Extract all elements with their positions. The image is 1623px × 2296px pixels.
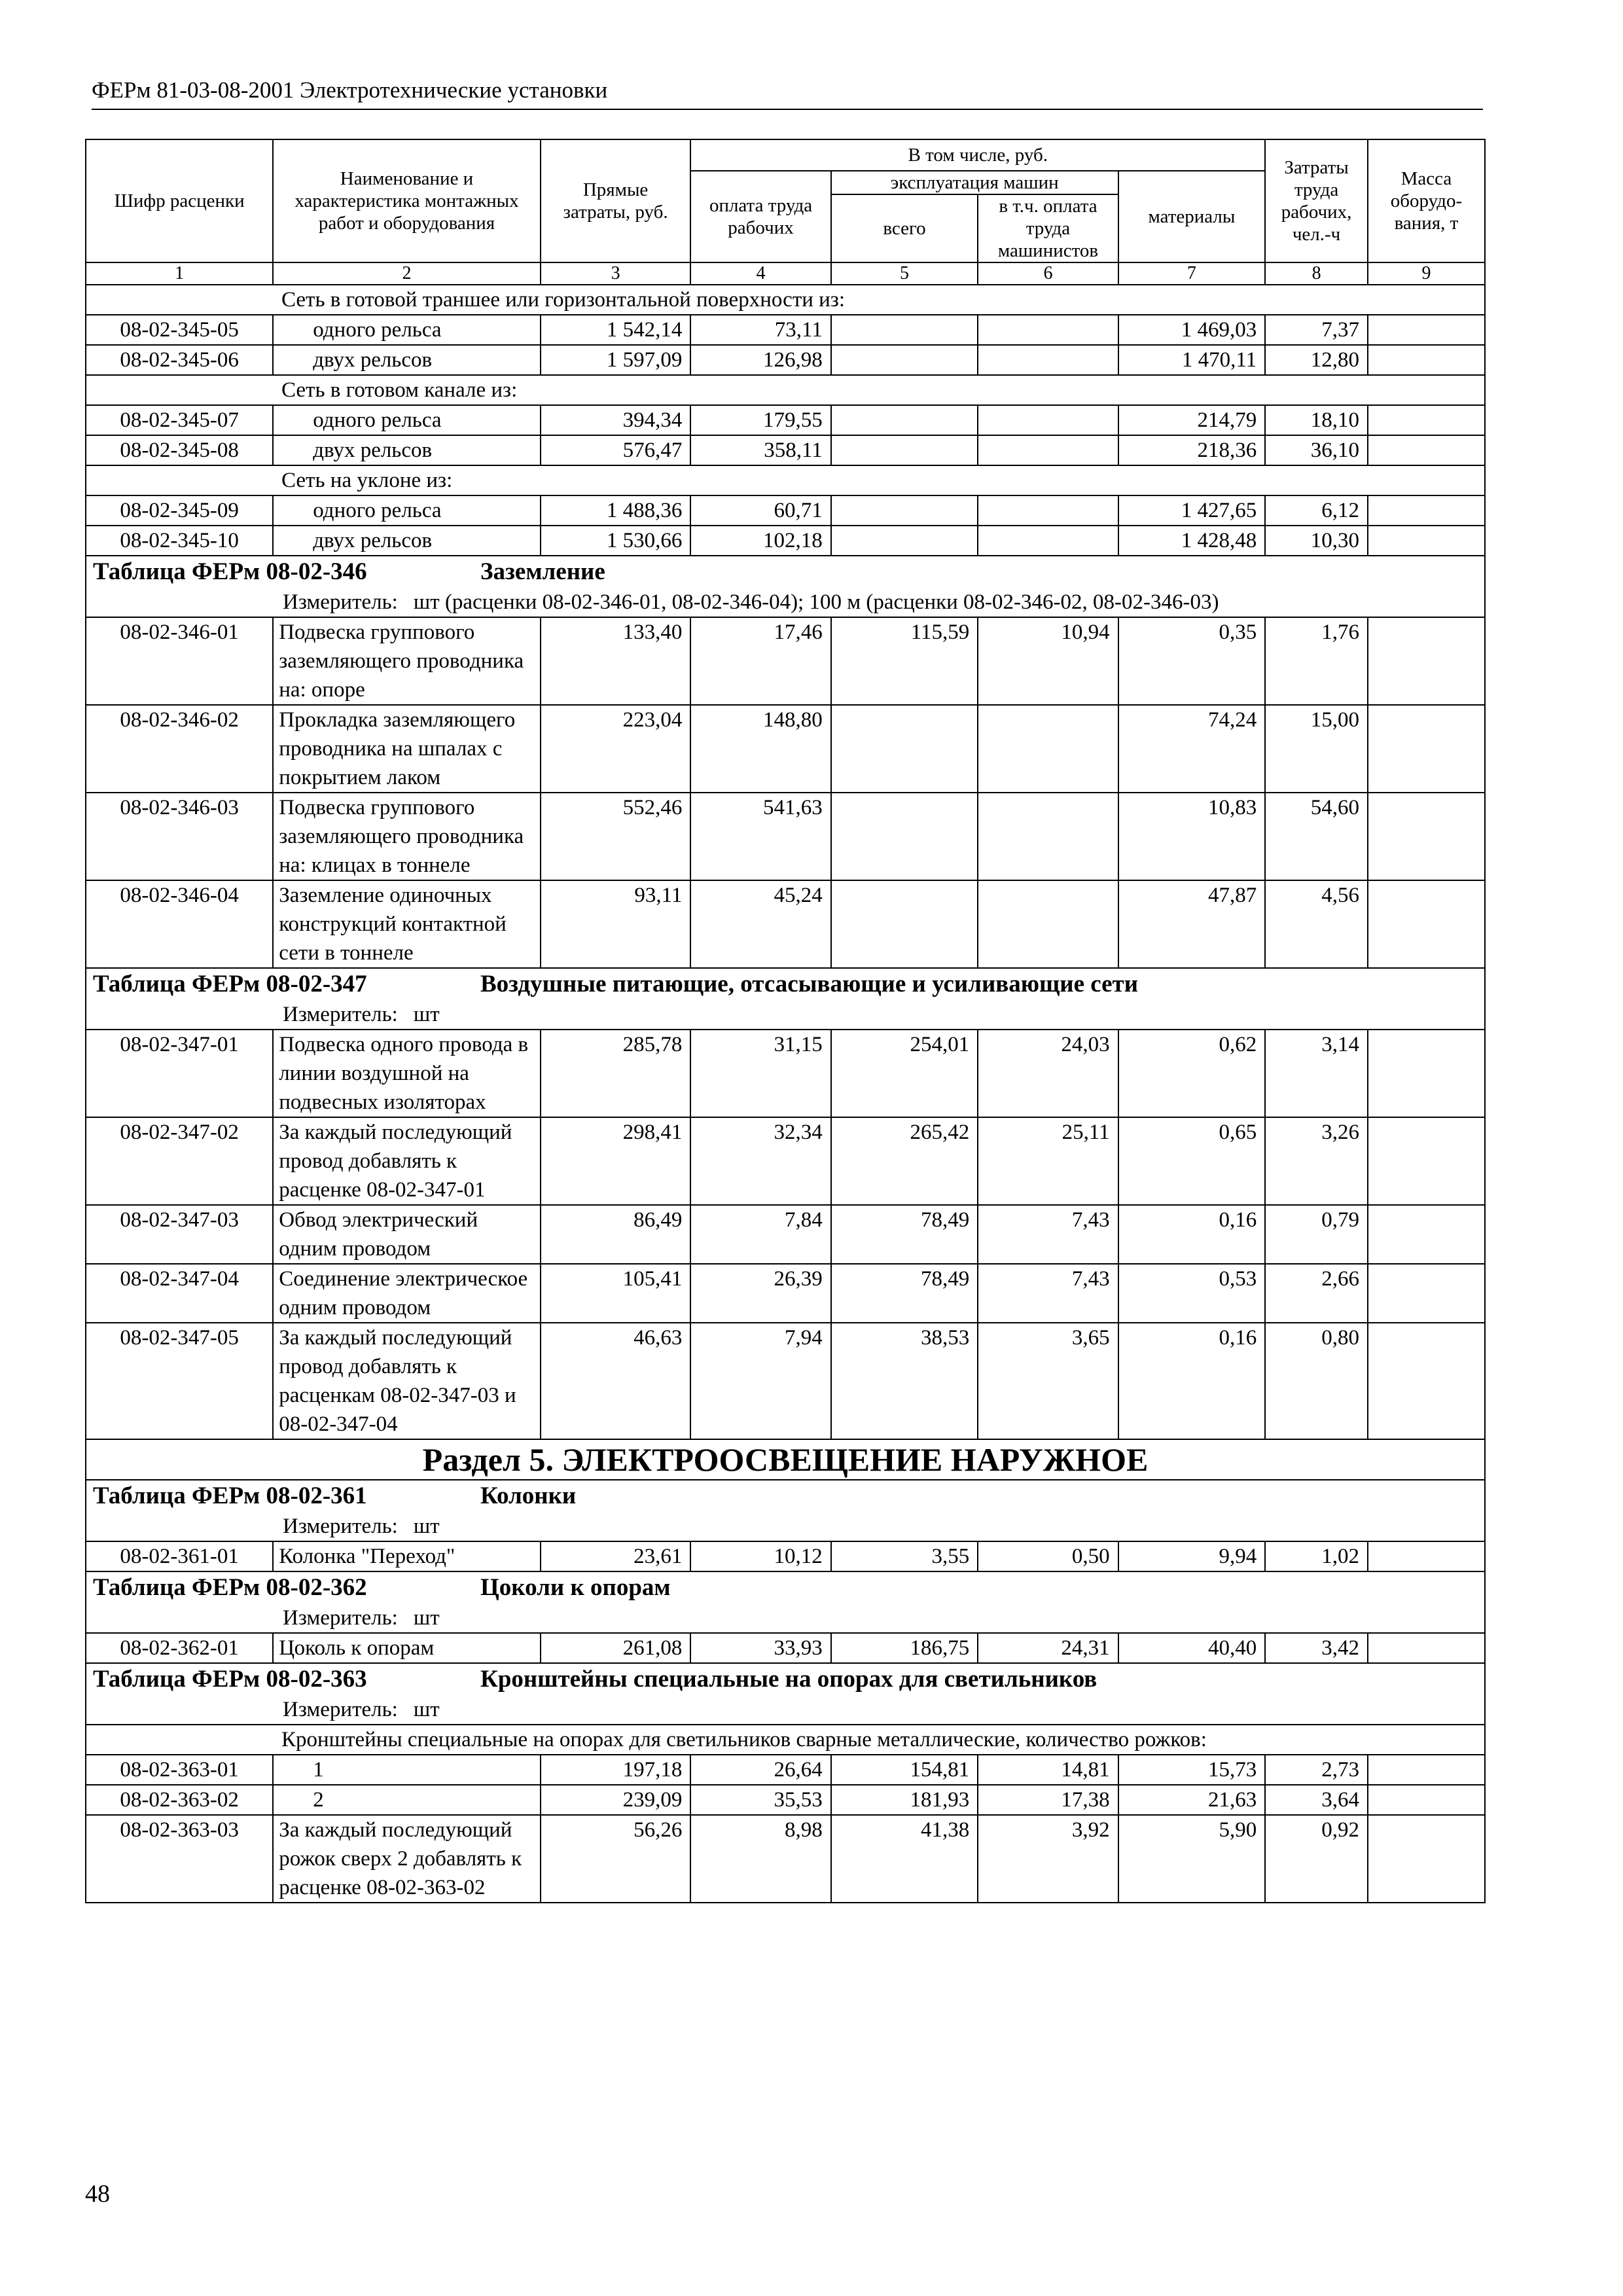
labor-cost: 26,39: [690, 1264, 830, 1323]
unit-line: [90, 1604, 1480, 1632]
unit-line: [90, 1000, 1480, 1029]
equipment-mass: [1368, 793, 1485, 880]
equipment-mass: [1368, 1205, 1485, 1264]
labor-cost: 7,84: [690, 1205, 830, 1264]
col-num: 1: [86, 262, 273, 285]
table-row: [86, 1755, 1485, 1785]
labor-hours: 18,10: [1265, 405, 1368, 435]
labor-hours: 0,79: [1265, 1205, 1368, 1264]
unit-label: Измеритель:: [283, 590, 398, 614]
equipment-mass: [1368, 345, 1485, 375]
labor-cost: 358,11: [690, 435, 830, 465]
rate-code: 08-02-347-04: [86, 1264, 273, 1323]
rate-name: двух рельсов: [273, 435, 541, 465]
group-label: Сеть в готовом канале из:: [86, 375, 1485, 405]
rate-name: За каждый последующий провод добавлять к расценке 08-02-347-01: [273, 1117, 541, 1205]
labor-cost: 179,55: [690, 405, 830, 435]
direct-cost: 56,26: [541, 1815, 691, 1903]
col-header-materials: материалы: [1118, 171, 1266, 262]
machine-total: 186,75: [831, 1633, 978, 1663]
rate-code: 08-02-345-06: [86, 345, 273, 375]
materials-cost: 10,83: [1118, 793, 1266, 880]
materials-cost: 0,16: [1118, 1323, 1266, 1439]
group-row: [86, 285, 1485, 315]
equipment-mass: [1368, 1785, 1485, 1815]
group-label: Кронштейны специальные на опорах для светильников сварные металлические, количество рожков:: [86, 1725, 1485, 1755]
equipment-mass: [1368, 880, 1485, 968]
col-header-labor-hours: Затраты труда рабочих, чел.-ч: [1265, 139, 1368, 262]
col-num: 9: [1368, 262, 1485, 285]
materials-cost: 0,53: [1118, 1264, 1266, 1323]
direct-cost: 394,34: [541, 405, 691, 435]
table-heading-row: [86, 556, 1485, 617]
column-numbers-row: [86, 262, 1485, 285]
group-label: Сеть в готовой траншее или горизонтальной поверхности из:: [86, 285, 1485, 315]
machine-total: [831, 705, 978, 793]
col-num: 8: [1265, 262, 1368, 285]
unit-label: Измеритель:: [283, 1698, 398, 1721]
operator-cost: 3,92: [978, 1815, 1118, 1903]
unit-label: Измеритель:: [283, 1003, 398, 1026]
rate-name: Заземление одиночных конструкций контактной сети в тоннеле: [273, 880, 541, 968]
materials-cost: 0,35: [1118, 617, 1266, 705]
table-row: [86, 345, 1485, 375]
direct-cost: 197,18: [541, 1755, 691, 1785]
table-row: [86, 1323, 1485, 1439]
page-header: ФЕРм 81-03-08-2001 Электротехнические установки: [92, 77, 1483, 110]
machine-total: 78,49: [831, 1264, 978, 1323]
rate-code: 08-02-345-08: [86, 435, 273, 465]
unit-value: шт: [413, 1698, 440, 1721]
direct-cost: 1 530,66: [541, 526, 691, 556]
direct-cost: 576,47: [541, 435, 691, 465]
equipment-mass: [1368, 1815, 1485, 1903]
equipment-mass: [1368, 1541, 1485, 1571]
rate-code: 08-02-363-01: [86, 1755, 273, 1785]
materials-cost: 1 470,11: [1118, 345, 1266, 375]
operator-cost: [978, 793, 1118, 880]
table-name: Заземление: [480, 558, 605, 585]
rate-name: 1: [273, 1755, 541, 1785]
direct-cost: 239,09: [541, 1785, 691, 1815]
labor-hours: 0,80: [1265, 1323, 1368, 1439]
operator-cost: [978, 880, 1118, 968]
rate-name: одного рельса: [273, 495, 541, 526]
operator-cost: [978, 495, 1118, 526]
table-name: Кронштейны специальные на опорах для светильников: [480, 1666, 1097, 1693]
rate-name: Обвод электрический одним проводом: [273, 1205, 541, 1264]
materials-cost: 218,36: [1118, 435, 1266, 465]
labor-hours: 1,76: [1265, 617, 1368, 705]
rate-code: 08-02-345-09: [86, 495, 273, 526]
table-row: [86, 1117, 1485, 1205]
machine-total: [831, 345, 978, 375]
col-header-operators: в т.ч. оплата труда машинистов: [978, 194, 1118, 262]
operator-cost: 7,43: [978, 1205, 1118, 1264]
table-name: Воздушные питающие, отсасывающие и усиливающие сети: [480, 971, 1139, 997]
materials-cost: 1 428,48: [1118, 526, 1266, 556]
unit-value: шт (расценки 08-02-346-01, 08-02-346-04); 100 м (расценки 08-02-346-02, 08-02-346-03): [413, 590, 1219, 614]
table-row: [86, 617, 1485, 705]
table-heading-row: [86, 968, 1485, 1030]
labor-cost: 32,34: [690, 1117, 830, 1205]
materials-cost: 0,62: [1118, 1030, 1266, 1117]
operator-cost: 10,94: [978, 617, 1118, 705]
equipment-mass: [1368, 405, 1485, 435]
col-num: 7: [1118, 262, 1266, 285]
equipment-mass: [1368, 1755, 1485, 1785]
operator-cost: 25,11: [978, 1117, 1118, 1205]
labor-hours: 4,56: [1265, 880, 1368, 968]
operator-cost: 7,43: [978, 1264, 1118, 1323]
rate-name: двух рельсов: [273, 526, 541, 556]
operator-cost: 14,81: [978, 1755, 1118, 1785]
labor-cost: 17,46: [690, 617, 830, 705]
equipment-mass: [1368, 705, 1485, 793]
table-title: [90, 556, 1480, 588]
labor-cost: 10,12: [690, 1541, 830, 1571]
table-row: [86, 405, 1485, 435]
labor-hours: 36,10: [1265, 435, 1368, 465]
equipment-mass: [1368, 315, 1485, 345]
table-row: [86, 1205, 1485, 1264]
labor-cost: 45,24: [690, 880, 830, 968]
equipment-mass: [1368, 1323, 1485, 1439]
materials-cost: 15,73: [1118, 1755, 1266, 1785]
col-header-direct: Прямые затраты, руб.: [541, 139, 691, 262]
group-label: Сеть на уклоне из:: [86, 465, 1485, 495]
operator-cost: [978, 705, 1118, 793]
unit-line: [90, 1512, 1480, 1541]
table-label: Таблица ФЕРм 08-02-347: [93, 971, 367, 997]
materials-cost: 5,90: [1118, 1815, 1266, 1903]
labor-hours: 0,92: [1265, 1815, 1368, 1903]
materials-cost: 1 469,03: [1118, 315, 1266, 345]
group-row: [86, 1725, 1485, 1755]
direct-cost: 1 488,36: [541, 495, 691, 526]
rate-code: 08-02-347-03: [86, 1205, 273, 1264]
machine-total: [831, 526, 978, 556]
machine-total: 78,49: [831, 1205, 978, 1264]
rate-name: Соединение электрическое одним проводом: [273, 1264, 541, 1323]
labor-cost: 35,53: [690, 1785, 830, 1815]
operator-cost: 17,38: [978, 1785, 1118, 1815]
col-header-mass: Масса оборудо-вания, т: [1368, 139, 1485, 262]
table-label: Таблица ФЕРм 08-02-361: [93, 1482, 367, 1509]
operator-cost: 24,03: [978, 1030, 1118, 1117]
direct-cost: 105,41: [541, 1264, 691, 1323]
rate-code: 08-02-346-03: [86, 793, 273, 880]
equipment-mass: [1368, 617, 1485, 705]
rate-code: 08-02-346-04: [86, 880, 273, 968]
operator-cost: 0,50: [978, 1541, 1118, 1571]
materials-cost: 214,79: [1118, 405, 1266, 435]
col-header-machines: эксплуатация машин: [831, 171, 1118, 194]
machine-total: 181,93: [831, 1785, 978, 1815]
labor-cost: 26,64: [690, 1755, 830, 1785]
machine-total: [831, 435, 978, 465]
direct-cost: 93,11: [541, 880, 691, 968]
table-row: [86, 526, 1485, 556]
machine-total: 254,01: [831, 1030, 978, 1117]
rate-code: 08-02-363-02: [86, 1785, 273, 1815]
table-row: [86, 315, 1485, 345]
table-row: [86, 1541, 1485, 1571]
labor-hours: 6,12: [1265, 495, 1368, 526]
col-num: 2: [273, 262, 541, 285]
labor-hours: 15,00: [1265, 705, 1368, 793]
rate-code: 08-02-361-01: [86, 1541, 273, 1571]
labor-hours: 2,73: [1265, 1755, 1368, 1785]
col-num: 6: [978, 262, 1118, 285]
direct-cost: 1 542,14: [541, 315, 691, 345]
machine-total: 41,38: [831, 1815, 978, 1903]
rate-name: одного рельса: [273, 315, 541, 345]
rate-code: 08-02-345-07: [86, 405, 273, 435]
labor-cost: 7,94: [690, 1323, 830, 1439]
rate-name: За каждый последующий рожок сверх 2 добавлять к расценке 08-02-363-02: [273, 1815, 541, 1903]
direct-cost: 298,41: [541, 1117, 691, 1205]
unit-label: Измеритель:: [283, 1606, 398, 1630]
rate-name: Цоколь к опорам: [273, 1633, 541, 1663]
labor-hours: 12,80: [1265, 345, 1368, 375]
page-number: 48: [85, 2180, 110, 2208]
price-table: [85, 139, 1486, 1903]
labor-cost: 102,18: [690, 526, 830, 556]
section-heading-row: [86, 1439, 1485, 1480]
materials-cost: 0,16: [1118, 1205, 1266, 1264]
rate-name: За каждый последующий провод добавлять к расценкам 08-02-347-03 и 08-02-347-04: [273, 1323, 541, 1439]
unit-line: [90, 1695, 1480, 1724]
labor-cost: 126,98: [690, 345, 830, 375]
operator-cost: [978, 315, 1118, 345]
table-row: [86, 705, 1485, 793]
machine-total: [831, 405, 978, 435]
materials-cost: 47,87: [1118, 880, 1266, 968]
labor-cost: 60,71: [690, 495, 830, 526]
rate-name: Прокладка заземляющего проводника на шпалах с покрытием лаком: [273, 705, 541, 793]
labor-hours: 7,37: [1265, 315, 1368, 345]
equipment-mass: [1368, 1117, 1485, 1205]
materials-cost: 9,94: [1118, 1541, 1266, 1571]
rate-code: 08-02-345-05: [86, 315, 273, 345]
col-num: 4: [690, 262, 830, 285]
direct-cost: 46,63: [541, 1323, 691, 1439]
materials-cost: 0,65: [1118, 1117, 1266, 1205]
labor-cost: 33,93: [690, 1633, 830, 1663]
rate-code: 08-02-347-01: [86, 1030, 273, 1117]
unit-value: шт: [413, 1606, 440, 1630]
table-row: [86, 1633, 1485, 1663]
table-label: Таблица ФЕРм 08-02-363: [93, 1666, 367, 1693]
unit-line: [90, 588, 1480, 617]
table-name: Цоколи к опорам: [480, 1574, 671, 1601]
machine-total: [831, 495, 978, 526]
machine-total: [831, 793, 978, 880]
equipment-mass: [1368, 435, 1485, 465]
materials-cost: 40,40: [1118, 1633, 1266, 1663]
rate-name: Подвеска одного провода в линии воздушной на подвесных изоляторах: [273, 1030, 541, 1117]
table-label: Таблица ФЕРм 08-02-346: [93, 558, 367, 585]
group-row: [86, 465, 1485, 495]
labor-cost: 541,63: [690, 793, 830, 880]
table-title: [90, 1572, 1480, 1604]
rate-code: 08-02-362-01: [86, 1633, 273, 1663]
operator-cost: 24,31: [978, 1633, 1118, 1663]
table-row: [86, 435, 1485, 465]
machine-total: 3,55: [831, 1541, 978, 1571]
table-row: [86, 880, 1485, 968]
section-title: Раздел 5. ЭЛЕКТРООСВЕЩЕНИЕ НАРУЖНОЕ: [86, 1439, 1485, 1480]
rate-name: двух рельсов: [273, 345, 541, 375]
operator-cost: 3,65: [978, 1323, 1118, 1439]
direct-cost: 223,04: [541, 705, 691, 793]
rate-name: Колонка "Переход": [273, 1541, 541, 1571]
table-heading-row: [86, 1480, 1485, 1541]
col-header-code: Шифр расценки: [86, 139, 273, 262]
labor-hours: 3,42: [1265, 1633, 1368, 1663]
table-row: [86, 1815, 1485, 1903]
rate-code: 08-02-347-05: [86, 1323, 273, 1439]
table-row: [86, 1030, 1485, 1117]
labor-cost: 73,11: [690, 315, 830, 345]
labor-hours: 3,26: [1265, 1117, 1368, 1205]
col-header-labor: оплата труда рабочих: [690, 171, 830, 262]
labor-hours: 54,60: [1265, 793, 1368, 880]
unit-value: шт: [413, 1515, 440, 1538]
operator-cost: [978, 405, 1118, 435]
labor-hours: 2,66: [1265, 1264, 1368, 1323]
table-row: [86, 1264, 1485, 1323]
rate-code: 08-02-363-03: [86, 1815, 273, 1903]
machine-total: 38,53: [831, 1323, 978, 1439]
rate-name: Подвеска группового заземляющего проводника на: клицах в тоннеле: [273, 793, 541, 880]
direct-cost: 552,46: [541, 793, 691, 880]
materials-cost: 1 427,65: [1118, 495, 1266, 526]
direct-cost: 133,40: [541, 617, 691, 705]
table-row: [86, 793, 1485, 880]
unit-label: Измеритель:: [283, 1515, 398, 1538]
direct-cost: 1 597,09: [541, 345, 691, 375]
labor-cost: 31,15: [690, 1030, 830, 1117]
rate-code: 08-02-346-02: [86, 705, 273, 793]
labor-hours: 10,30: [1265, 526, 1368, 556]
unit-value: шт: [413, 1003, 440, 1026]
rate-code: 08-02-345-10: [86, 526, 273, 556]
table-title: [90, 1664, 1480, 1695]
rate-code: 08-02-347-02: [86, 1117, 273, 1205]
col-header-incl: В том числе, руб.: [690, 139, 1265, 171]
table-title: [90, 1480, 1480, 1512]
rate-code: 08-02-346-01: [86, 617, 273, 705]
equipment-mass: [1368, 1264, 1485, 1323]
labor-cost: 8,98: [690, 1815, 830, 1903]
price-table-container: [85, 139, 1486, 1903]
table-heading-row: [86, 1571, 1485, 1633]
col-num: 5: [831, 262, 978, 285]
table-row: [86, 495, 1485, 526]
rate-name: 2: [273, 1785, 541, 1815]
equipment-mass: [1368, 1633, 1485, 1663]
direct-cost: 86,49: [541, 1205, 691, 1264]
col-header-total: всего: [831, 194, 978, 262]
direct-cost: 261,08: [541, 1633, 691, 1663]
rate-name: одного рельса: [273, 405, 541, 435]
machine-total: [831, 315, 978, 345]
machine-total: [831, 880, 978, 968]
table-name: Колонки: [480, 1482, 577, 1509]
machine-total: 265,42: [831, 1117, 978, 1205]
equipment-mass: [1368, 1030, 1485, 1117]
equipment-mass: [1368, 495, 1485, 526]
col-header-name: Наименование и характеристика монтажных работ и оборудования: [273, 139, 541, 262]
direct-cost: 23,61: [541, 1541, 691, 1571]
equipment-mass: [1368, 526, 1485, 556]
materials-cost: 21,63: [1118, 1785, 1266, 1815]
labor-hours: 1,02: [1265, 1541, 1368, 1571]
direct-cost: 285,78: [541, 1030, 691, 1117]
labor-hours: 3,14: [1265, 1030, 1368, 1117]
table-heading-row: [86, 1663, 1485, 1725]
operator-cost: [978, 526, 1118, 556]
operator-cost: [978, 435, 1118, 465]
table-title: [90, 969, 1480, 1000]
labor-hours: 3,64: [1265, 1785, 1368, 1815]
operator-cost: [978, 345, 1118, 375]
labor-cost: 148,80: [690, 705, 830, 793]
machine-total: 115,59: [831, 617, 978, 705]
rate-name: Подвеска группового заземляющего проводника на: опоре: [273, 617, 541, 705]
table-row: [86, 1785, 1485, 1815]
materials-cost: 74,24: [1118, 705, 1266, 793]
table-label: Таблица ФЕРм 08-02-362: [93, 1574, 367, 1601]
machine-total: 154,81: [831, 1755, 978, 1785]
group-row: [86, 375, 1485, 405]
col-num: 3: [541, 262, 691, 285]
